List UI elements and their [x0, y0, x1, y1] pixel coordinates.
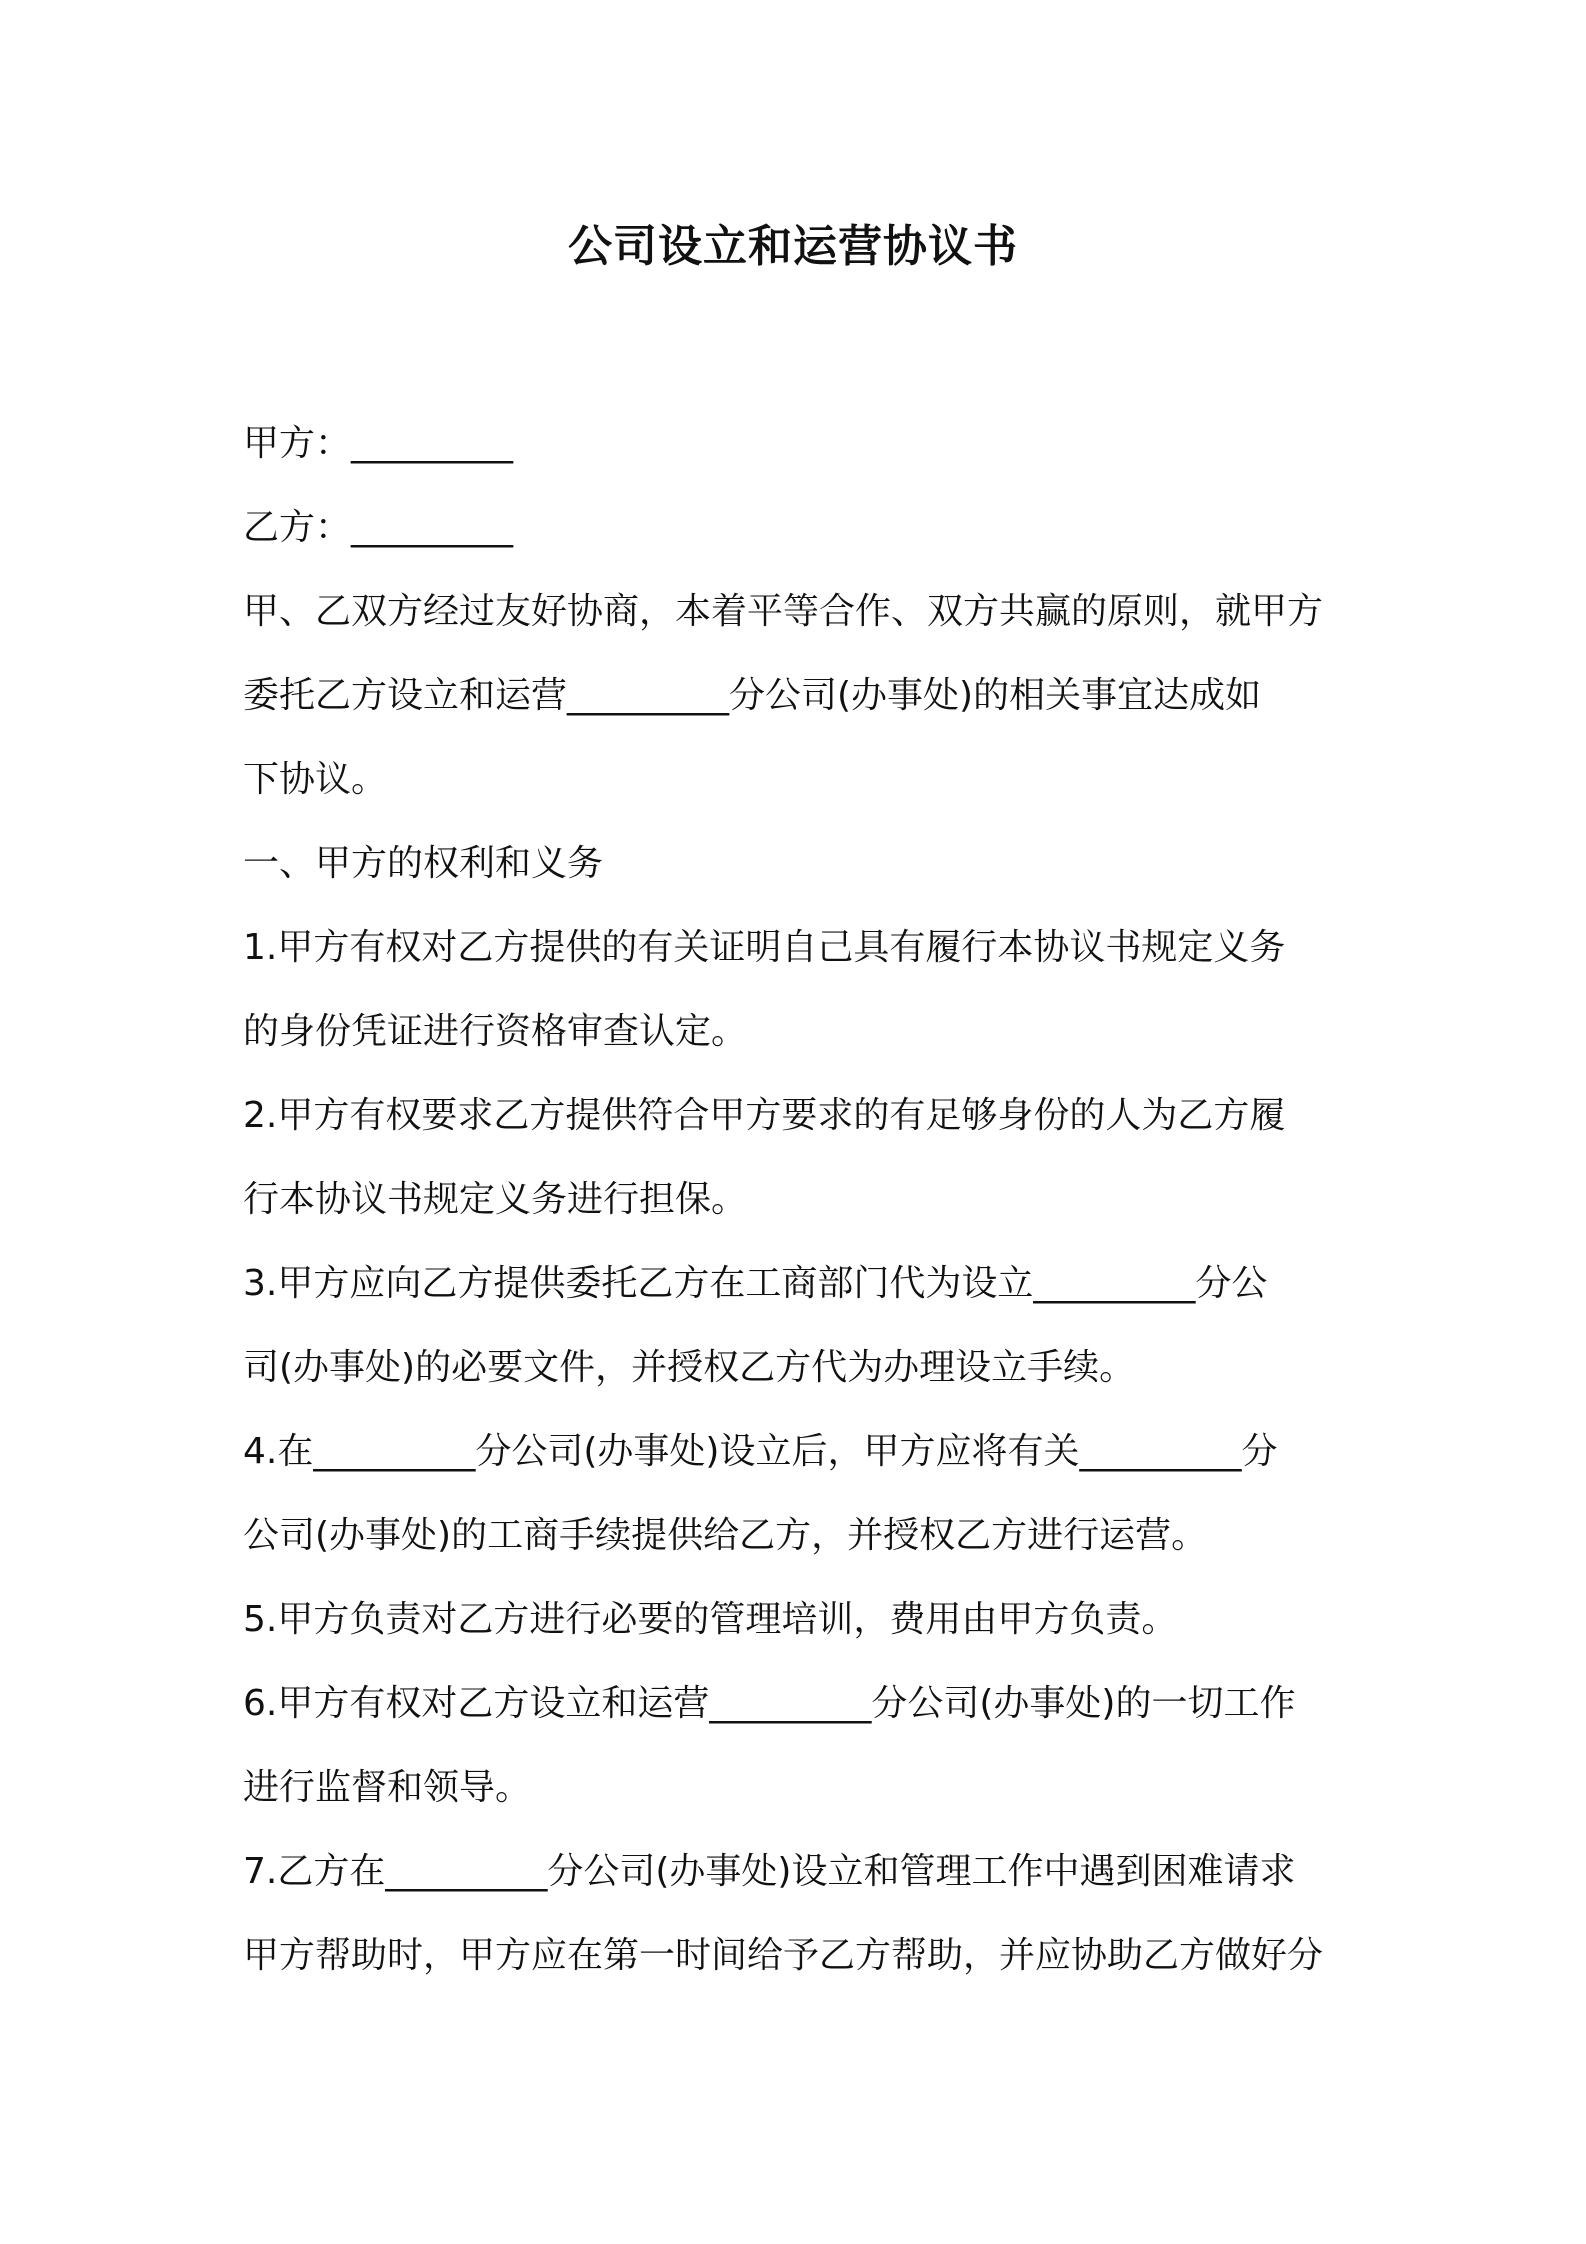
clause-2-line-2: 行本协议书规定义务进行担保。: [243, 1179, 748, 1220]
clause-5-line-1: 5.甲方负责对乙方进行必要的管理培训，费用由甲方负责。: [243, 1599, 1178, 1640]
preamble-line-1: 甲、乙双方经过友好协商，本着平等合作、双方共赢的原则，就甲方: [243, 591, 1324, 632]
clause-6-line-1: 6.甲方有权对乙方设立和运营_________分公司(办事处)的一切工作: [243, 1683, 1296, 1724]
clause-4-line-2: 公司(办事处)的工商手续提供给乙方，并授权乙方进行运营。: [243, 1515, 1208, 1556]
clause-2-line-1: 2.甲方有权要求乙方提供符合甲方要求的有足够身份的人为乙方履: [243, 1095, 1286, 1136]
party-a-line: 甲方：_________: [243, 423, 514, 464]
clause-7-line-1: 7.乙方在_________分公司(办事处)设立和管理工作中遇到困难请求: [243, 1851, 1296, 1892]
clause-4-line-1: 4.在_________分公司(办事处)设立后，甲方应将有关_________分: [243, 1431, 1278, 1472]
clause-3-line-2: 司(办事处)的必要文件，并授权乙方代为办理设立手续。: [243, 1347, 1136, 1388]
clause-1-line-1: 1.甲方有权对乙方提供的有关证明自己具有履行本协议书规定义务: [243, 927, 1286, 968]
preamble-line-2: 委托乙方设立和运营_________分公司(办事处)的相关事宜达成如: [243, 675, 1262, 716]
section-heading: 一、甲方的权利和义务: [243, 843, 604, 884]
party-b-line: 乙方：_________: [243, 507, 514, 548]
clause-1-line-2: 的身份凭证进行资格审查认定。: [243, 1011, 748, 1052]
clause-3-line-1: 3.甲方应向乙方提供委托乙方在工商部门代为设立_________分公: [243, 1263, 1268, 1304]
clause-6-line-2: 进行监督和领导。: [243, 1767, 532, 1808]
document-body: [243, 402, 1353, 1998]
document-title: 公司设立和运营协议书: [568, 221, 1018, 272]
clause-7-line-2: 甲方帮助时，甲方应在第一时间给予乙方帮助，并应协助乙方做好分: [243, 1935, 1324, 1976]
preamble-line-3: 下协议。: [243, 759, 388, 800]
